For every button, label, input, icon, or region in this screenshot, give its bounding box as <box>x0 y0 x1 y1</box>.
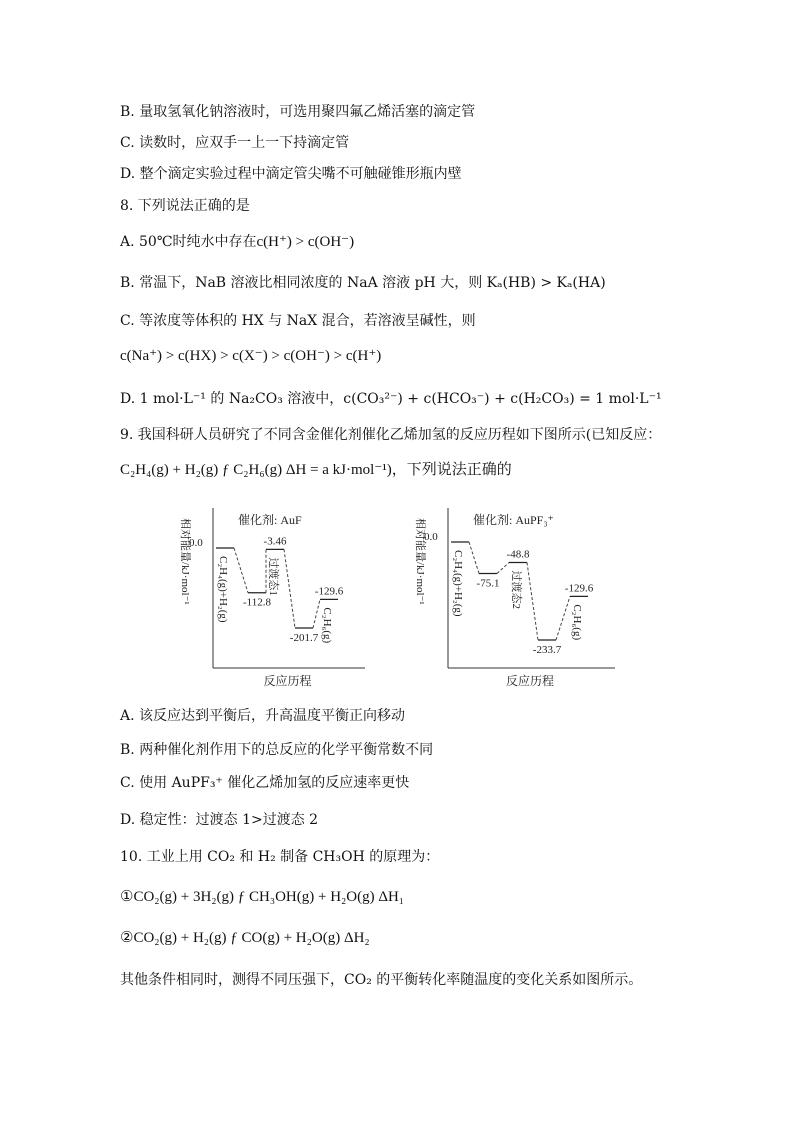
question-8-stem: 8. 下列说法正确的是 <box>120 198 250 214</box>
energy-connector <box>313 599 320 628</box>
x-axis-label: 反应历程 <box>263 674 312 688</box>
question-10-stem: 10. 工业上用 CO₂ 和 H₂ 制备 CH₃OH 的原理为： <box>120 849 440 865</box>
question-10-tail: 其他条件相同时，测得不同压强下，CO₂ 的平衡转化率随温度的变化关系如图所示。 <box>120 972 643 988</box>
question-8-option-c-formula: c(Na⁺) > c(HX) > c(X⁻) > c(OH⁻) > c(H⁺) <box>120 348 382 364</box>
species-label: 过渡态2 <box>510 570 522 609</box>
energy-connector <box>234 548 248 593</box>
species-label: C₂H₄(g)+H₂(g) <box>452 550 464 617</box>
question-8-option-b: B. 常温下，NaB 溶液比相同浓度的 NaA 溶液 pH 大，则 Kₐ(HB) > Kₐ(HA) <box>120 275 606 291</box>
energy-value-label: -3.46 <box>263 535 287 548</box>
question-9-option-b: B. 两种催化剂作用下的总反应的化学平衡常数不同 <box>120 742 434 758</box>
energy-chart-aupf3-svg <box>405 500 635 690</box>
question-9-option-a: A. 该反应达到平衡后，升高温度平衡正向移动 <box>120 708 406 724</box>
y-axis-label: 相对能量/kJ·mol⁻¹ <box>179 518 191 605</box>
energy-value-label: -129.6 <box>314 585 344 598</box>
question-7-option-b: B. 量取氢氧化钠溶液时，可选用聚四氟乙烯活塞的滴定管 <box>120 104 476 120</box>
energy-connector <box>556 596 570 640</box>
energy-chart-aupf3 <box>405 500 635 694</box>
energy-value-label: -48.8 <box>506 548 530 561</box>
energy-value-label: -129.6 <box>564 582 594 595</box>
question-7-option-d: D. 整个滴定实验过程中滴定管尖嘴不可触碰锥形瓶内壁 <box>120 166 462 182</box>
species-label: C₂H₆(g) <box>321 607 333 644</box>
energy-value-label: -75.1 <box>476 577 500 590</box>
energy-value-label: 0.0 <box>189 537 203 549</box>
chart-title: 催化剂: AuF <box>238 513 302 527</box>
energy-chart-auf <box>170 500 385 694</box>
energy-value-label: -112.8 <box>242 596 272 609</box>
option-a-formula: c(H⁺) > c(OH⁻) <box>256 234 355 250</box>
question-9-equation: C₂H₄(g) + H₂(g) ƒ C₂H₆(g) ΔH = a kJ·mol⁻¹)，下列说法正确的 <box>120 462 512 478</box>
question-7-option-c: C. 读数时，应双手一上一下持滴定管 <box>120 135 350 151</box>
question-10-reaction-2: ②CO₂(g) + H₂(g) ƒ CO(g) + H₂O(g) ΔH₂ <box>120 930 370 946</box>
question-8-option-d: D. 1 mol·L⁻¹ 的 Na₂CO₃ 溶液中，c(CO₃²⁻) + c(HCO₃⁻) + c(H₂CO₃) = 1 mol·L⁻¹ <box>120 391 662 407</box>
energy-chart-auf-svg <box>170 500 385 690</box>
energy-connector <box>284 549 295 628</box>
chart-title: 催化剂: AuPF₃⁺ <box>473 513 554 527</box>
option-a-text: A. 50℃时纯水中存在 <box>120 234 257 250</box>
energy-connector <box>497 562 509 573</box>
energy-value-label: -233.7 <box>532 644 562 656</box>
species-label: C₂H₆(g) <box>571 604 583 641</box>
x-axis-label: 反应历程 <box>505 674 555 688</box>
question-9-option-c: C. 使用 AuPF₃⁺ 催化乙烯加氢的反应速率更快 <box>120 775 410 791</box>
question-9-stem: 9. 我国科研人员研究了不同含金催化剂催化乙烯加氢的反应历程如下图所示(已知反应： <box>120 427 662 443</box>
species-label: C₂H₄(g)+H₂(g) <box>217 556 229 623</box>
question-8-option-c: C. 等浓度等体积的 HX 与 NaX 混合，若溶液呈碱性，则 <box>120 313 476 329</box>
question-9-option-d: D. 稳定性：过渡态 1>过渡态 2 <box>120 812 319 828</box>
energy-value-label: 0.0 <box>424 531 438 543</box>
species-label: 过渡态1 <box>267 557 279 596</box>
energy-value-label: -201.7 <box>289 632 319 644</box>
question-10-reaction-1: ①CO₂(g) + 3H₂(g) ƒ CH₃OH(g) + H₂O(g) ΔH₁ <box>120 889 405 905</box>
y-axis-label: 相对能量/kJ·mol⁻¹ <box>414 518 426 605</box>
energy-connector <box>469 542 479 573</box>
energy-connector <box>527 562 538 640</box>
question-8-option-a <box>120 232 354 252</box>
